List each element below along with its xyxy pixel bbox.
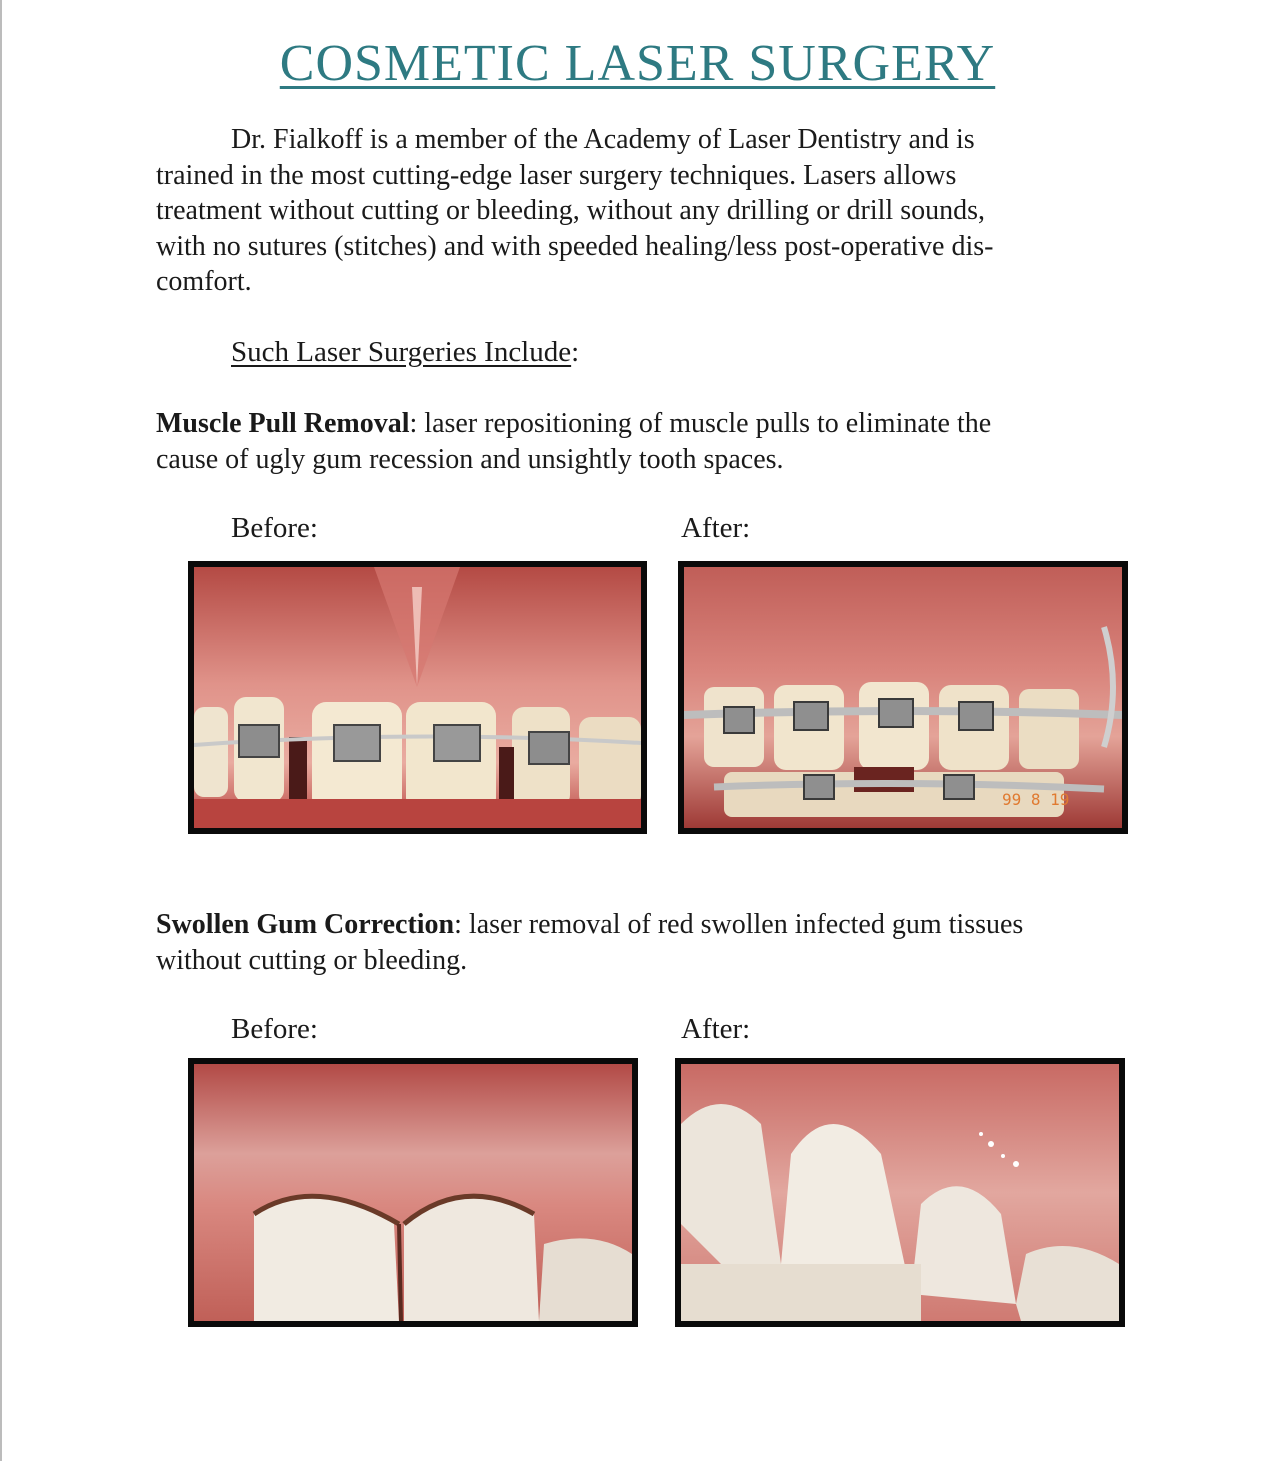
swollen-gum-before-label: Before: <box>231 1013 318 1045</box>
list-heading-text: Such Laser Surgeries Include <box>231 336 572 368</box>
list-heading <box>231 336 579 369</box>
section-swollen-gum-title: Swollen Gum Correction <box>156 909 455 940</box>
section-swollen-gum-line-1: : laser removal of red swollen infected gum tissues <box>454 909 1024 940</box>
muscle-pull-after-image <box>684 567 1122 828</box>
intro-line-2: trained in the most cutting-edge laser surgery techniques. Lasers allows <box>156 159 957 191</box>
intro-line-3: treatment without cutting or bleeding, without any drilling or drill sounds, <box>156 195 985 226</box>
swollen-gum-after-label: After: <box>681 1013 751 1045</box>
list-heading-colon: : <box>571 336 580 368</box>
muscle-pull-before-image <box>194 567 641 828</box>
page-title <box>0 34 1275 93</box>
swollen-gum-after-photo <box>675 1058 1125 1327</box>
intro-line-4: with no sutures (stitches) and with speeded healing/less post-operative dis- <box>156 230 994 262</box>
intro-line-1: Dr. Fialkoff is a member of the Academy of Laser Dentistry and is <box>231 124 975 155</box>
page-left-border <box>0 0 2 1461</box>
page-title-text: COSMETIC LASER SURGERY <box>279 35 996 92</box>
swollen-gum-before-image <box>194 1064 632 1321</box>
muscle-pull-after-photo <box>678 561 1128 834</box>
section-muscle-pull-line-2: cause of ugly gum recession and unsightly tooth spaces. <box>156 443 784 475</box>
swollen-gum-after-image <box>681 1064 1119 1321</box>
section-muscle-pull-title: Muscle Pull Removal <box>156 408 410 439</box>
swollen-gum-before-photo <box>188 1058 638 1327</box>
section-swollen-gum-line-2: without cutting or bleeding. <box>156 944 468 976</box>
section-muscle-pull-description <box>156 406 1136 477</box>
muscle-pull-before-photo <box>188 561 647 834</box>
section-swollen-gum-description <box>156 907 1136 978</box>
muscle-pull-before-label: Before: <box>231 512 318 544</box>
intro-line-5: comfort. <box>156 266 252 297</box>
intro-paragraph <box>156 122 1136 300</box>
section-muscle-pull-line-1: : laser repositioning of muscle pulls to eliminate the <box>409 408 992 439</box>
photo-date-stamp: 99 8 19 <box>1002 790 1070 809</box>
muscle-pull-after-label: After: <box>681 512 751 544</box>
